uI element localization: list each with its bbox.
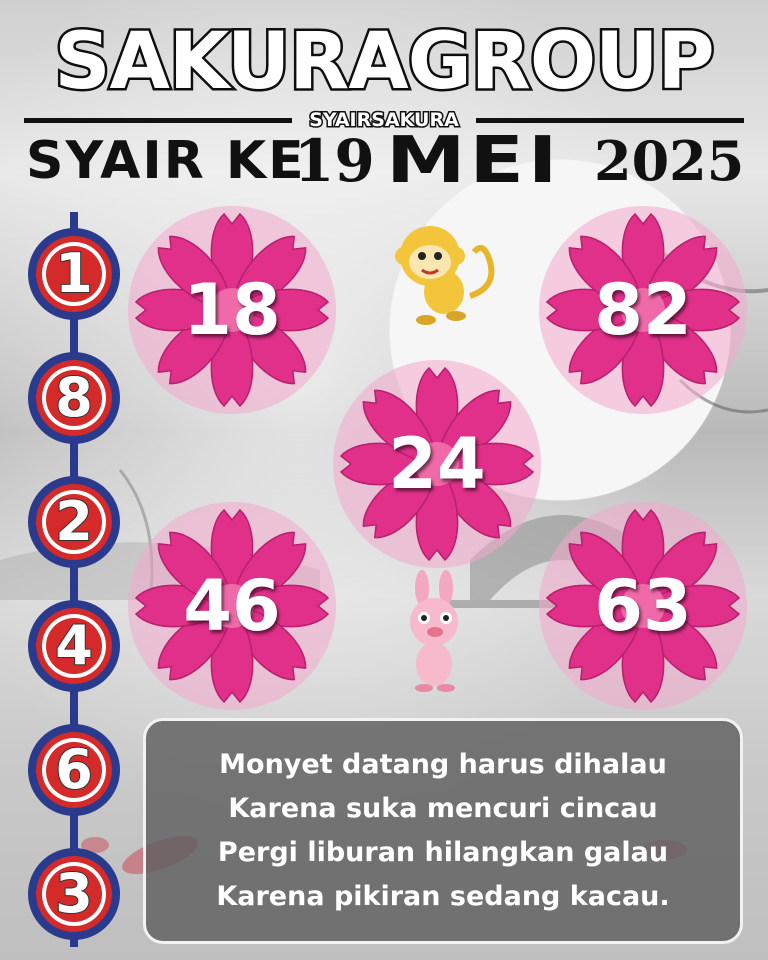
sub-brand: SYAIRSAKURA <box>309 109 459 131</box>
flower-number: 18 <box>183 269 281 351</box>
lantern-chain <box>70 212 78 947</box>
lantern-3 <box>26 474 122 570</box>
flower-number-3 <box>327 354 547 574</box>
flower-number-4 <box>122 496 342 716</box>
lantern-number: 8 <box>55 366 93 429</box>
date-month: MEI <box>386 124 562 198</box>
poem-line: Pergi liburan hilangkan galau <box>217 837 669 868</box>
lantern-number: 4 <box>55 614 93 677</box>
date-year: 2025 <box>594 129 745 193</box>
flower-number-2 <box>533 200 753 420</box>
poem-box <box>143 718 743 944</box>
title-rule-right <box>476 118 744 123</box>
lantern-1 <box>26 226 122 322</box>
lantern-number: 3 <box>55 862 93 925</box>
monkey-icon <box>392 216 502 326</box>
flower-number: 46 <box>183 565 281 647</box>
flower-number: 24 <box>388 423 486 505</box>
lantern-5 <box>26 722 122 818</box>
rabbit-icon <box>396 570 476 692</box>
flower-number-1 <box>122 200 342 420</box>
poem-line: Karena suka mencuri cincau <box>228 793 658 824</box>
date-line <box>26 124 746 198</box>
poem-line: Monyet datang harus dihalau <box>219 749 667 780</box>
flower-number: 82 <box>594 269 692 351</box>
lantern-number: 6 <box>55 738 93 801</box>
brand-title: SAKURAGROUP <box>54 17 714 107</box>
lantern-number: 2 <box>55 490 93 553</box>
lantern-number: 1 <box>55 242 93 305</box>
poem-line: Karena pikiran sedang kacau. <box>216 881 670 912</box>
syair-label: SYAIR KE <box>26 131 306 191</box>
title-rule-left <box>24 118 292 123</box>
lantern-6 <box>26 846 122 942</box>
lantern-4 <box>26 598 122 694</box>
lantern-2 <box>26 350 122 446</box>
date-day: 19 <box>294 127 375 195</box>
flower-number-5 <box>533 496 753 716</box>
flower-number: 63 <box>594 565 692 647</box>
